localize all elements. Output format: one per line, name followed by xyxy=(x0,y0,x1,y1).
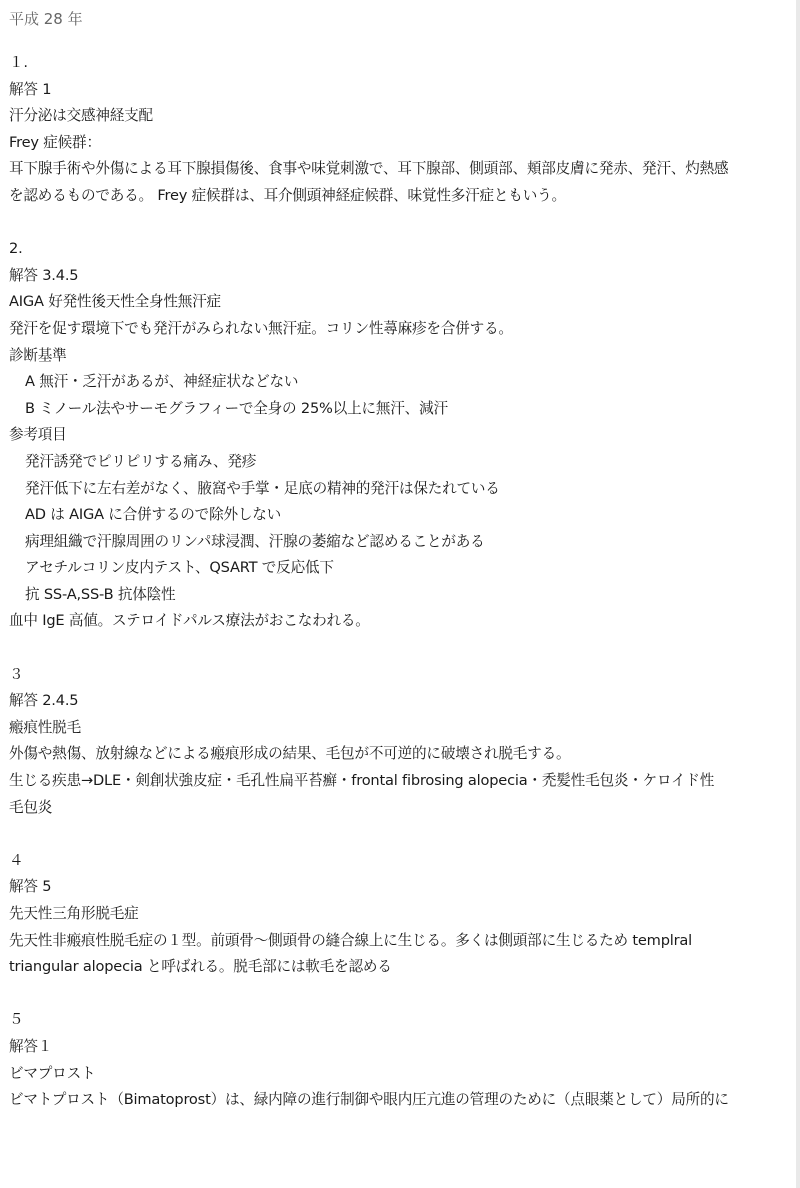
criteria-item: B ミノール法やサーモグラフィーで全身の 25%以上に無汗、減汗 xyxy=(25,399,448,417)
text-line: を認めるものである。 Frey 症候群は、耳介側頭神経症候群、味覚性多汗症ともいう。 xyxy=(9,186,566,204)
page-header: 平成 28 年 xyxy=(9,10,83,28)
text-line: Frey 症候群： xyxy=(9,133,101,151)
criteria-item: A 無汗・乏汗があるが、神経症状などない xyxy=(25,373,299,391)
text-line: 先天性非瘢痕性脱毛症の１型。前頭骨～側頭骨の縫合線上に生じる。多くは側頭部に生じるため templral xyxy=(9,931,693,949)
question-number: １. xyxy=(9,54,28,71)
text-line: triangular alopecia と呼ばれる。脱毛部には軟毛を認める xyxy=(9,958,392,976)
text-line: ビマトプロスト（Bimatoprost）は、緑内障の進行制御や眼内圧亢進の管理のために（点眼薬として）局所的に xyxy=(9,1091,729,1109)
text-line: 発汗を促す環境下でも発汗がみられない無汗症。コリン性蕁麻疹を合併する。 xyxy=(9,319,513,337)
text-line: 血中 IgE 高値。ステロイドパルス療法がおこなわれる。 xyxy=(9,612,370,630)
reference-item: 発汗誘発でピリピリする痛み、発疹 xyxy=(25,452,257,470)
question-number: ４ xyxy=(9,851,24,869)
question-number: ５ xyxy=(9,1011,24,1029)
text-line: ビマプロスト xyxy=(9,1064,96,1082)
page-edge xyxy=(796,0,800,1188)
question-number: 2. xyxy=(9,240,23,258)
reference-item: AD は AIGA に合併するので除外しない xyxy=(25,506,282,524)
question-number: ３ xyxy=(9,665,24,683)
reference-item: アセチルコリン皮内テスト、QSART で反応低下 xyxy=(25,559,334,577)
answer-line: 解答 1 xyxy=(9,80,52,98)
answer-line: 解答 5 xyxy=(9,878,52,896)
section-4 xyxy=(9,848,790,981)
answer-line: 解答 2.4.5 xyxy=(9,692,79,710)
section-1 xyxy=(9,50,790,210)
text-line: 耳下腺手術や外傷による耳下腺損傷後、食事や味覚刺激で、耳下腺部、側頭部、頬部皮膚に発赤、発汗、灼熱感 xyxy=(9,160,729,178)
section-2 xyxy=(9,236,790,635)
text-line: 生じる疾患→DLE・剣創状強皮症・毛孔性扁平苔癬・frontal fibrosing alopecia・禿髪性毛包炎・ケロイド性 xyxy=(9,772,715,790)
text-line: 毛包炎 xyxy=(9,798,53,816)
text-line: 外傷や熱傷、放射線などによる瘢痕形成の結果、毛包が不可逆的に破壊され脱毛する。 xyxy=(9,745,571,763)
text-line: AIGA 好発性後天性全身性無汗症 xyxy=(9,293,221,311)
reference-item: 発汗低下に左右差がなく、腋窩や手掌・足底の精神的発汗は保たれている xyxy=(25,479,500,497)
answer-line: 解答 3.4.5 xyxy=(9,266,79,284)
answer-line: 解答１ xyxy=(9,1037,53,1055)
reference-item: 抗 SS-A,SS-B 抗体陰性 xyxy=(25,585,176,603)
subheading: 診断基準 xyxy=(9,346,67,364)
reference-item: 病理組織で汗腺周囲のリンパ球浸潤、汗腺の萎縮など認めることがある xyxy=(25,532,485,550)
text-line: 先天性三角形脱毛症 xyxy=(9,905,139,922)
text-line: 瘢痕性脱毛 xyxy=(9,718,81,736)
subheading: 参考項目 xyxy=(9,426,67,444)
text-line: 汗分泌は交感神経支配 xyxy=(9,107,153,125)
section-3 xyxy=(9,662,790,822)
section-5 xyxy=(9,1007,790,1113)
